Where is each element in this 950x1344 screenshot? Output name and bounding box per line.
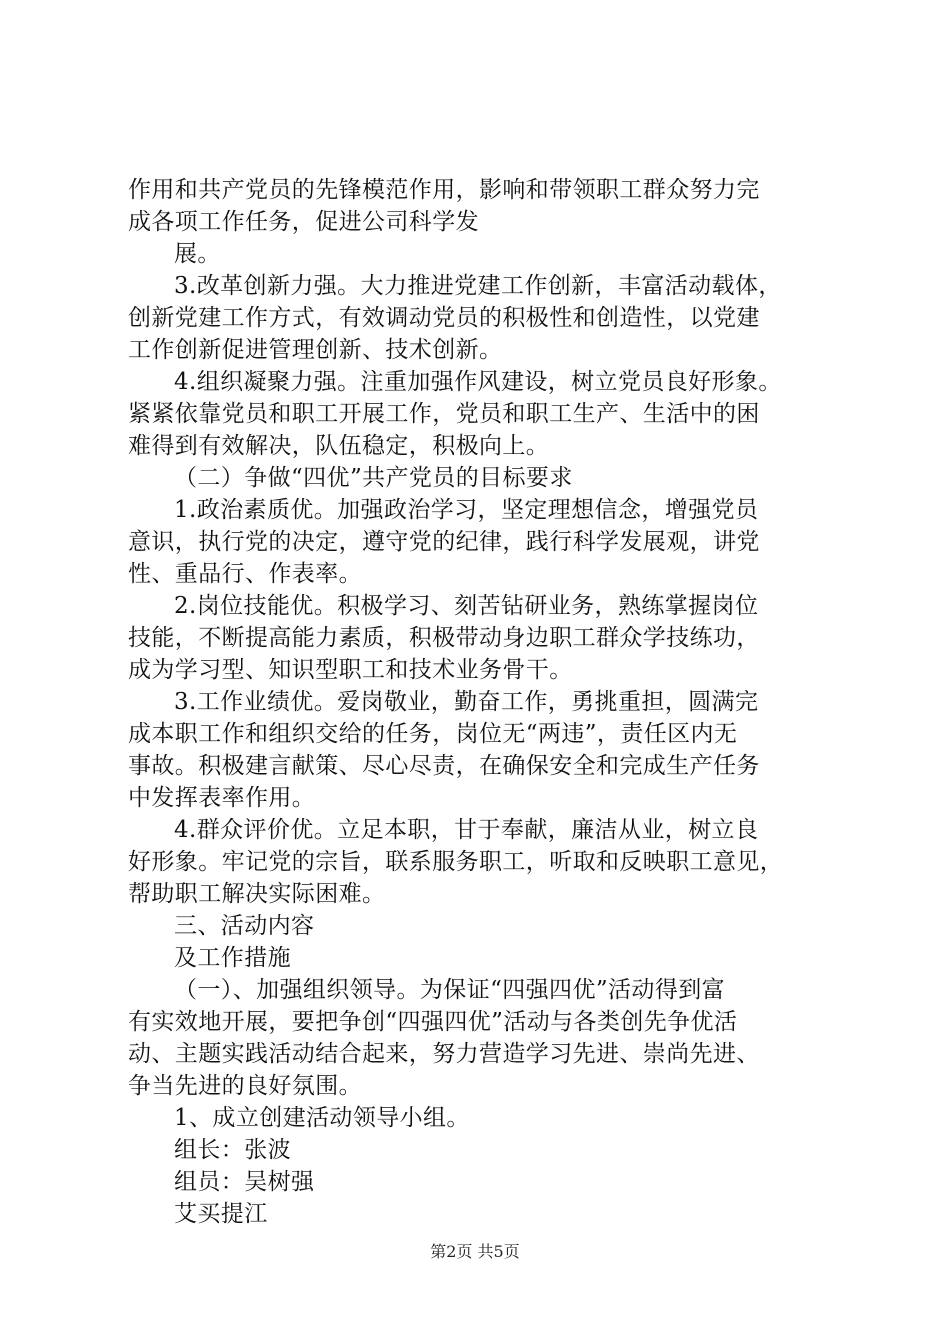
text-line: 中发挥表率作用。: [128, 785, 316, 811]
text-line: 3.工作业绩优。爱岗敬业，勤奋工作，勇挑重担，圆满完: [174, 689, 759, 715]
text-line: 工作创新促进管理创新、技术创新。: [128, 337, 503, 363]
text-line: 4.群众评价优。立足本职，甘于奉献，廉洁从业，树立良: [174, 817, 759, 843]
text-line: （一）、加强组织领导。为保证“四强四优”活动得到富: [174, 977, 726, 1003]
document-body: [128, 174, 838, 1230]
text-line: 组长：张波: [174, 1137, 291, 1163]
text-line: 事故。积极建言献策、尽心尽责，在确保安全和完成生产任务: [128, 753, 760, 779]
text-line: 2.岗位技能优。积极学习、刻苦钻研业务，熟练掌握岗位: [174, 593, 759, 619]
text-line: 创新党建工作方式，有效调动党员的积极性和创造性，以党建: [128, 305, 760, 331]
text-line: 展。: [174, 241, 221, 267]
text-line: 帮助职工解决实际困难。: [128, 881, 386, 907]
text-line: 动、主题实践活动结合起来，努力营造学习先进、崇尚先进、: [128, 1041, 760, 1067]
text-line: 争当先进的良好氛围。: [128, 1073, 362, 1099]
text-line: 4.组织凝聚力强。注重加强作风建设，树立党员良好形象。: [174, 369, 782, 395]
text-line: 1、成立创建活动领导小组。: [174, 1105, 470, 1131]
text-line: 有实效地开展，要把争创“四强四优”活动与各类创先争优活: [128, 1009, 738, 1035]
text-line: 艾买提江: [174, 1201, 268, 1227]
text-line: 1.政治素质优。加强政治学习，坚定理想信念，增强党员: [174, 497, 759, 523]
text-line: 难得到有效解决，队伍稳定，积极向上。: [128, 433, 550, 459]
text-line: 好形象。牢记党的宗旨，联系服务职工，听取和反映职工意见，: [128, 849, 784, 875]
text-line: 3.改革创新力强。大力推进党建工作创新，丰富活动载体，: [174, 273, 782, 299]
text-line: 三、活动内容: [174, 913, 315, 939]
text-line: （二）争做“四优”共产党员的目标要求: [174, 465, 573, 491]
text-line: 成为学习型、知识型职工和技术业务骨干。: [128, 657, 573, 683]
text-line: 作用和共产党员的先锋模范作用，影响和带领职工群众努力完: [128, 177, 760, 203]
text-line: 成各项工作任务，促进公司科学发: [128, 209, 479, 235]
text-line: 组员：吴树强: [174, 1169, 315, 1195]
text-line: 成本职工作和组织交给的任务，岗位无“两违”，责任区内无: [128, 721, 738, 747]
text-line: 意识，执行党的决定，遵守党的纪律，践行科学发展观，讲党: [128, 529, 760, 555]
page-footer: 第2页 共5页: [430, 1242, 520, 1261]
text-line: 性、重品行、作表率。: [128, 561, 362, 587]
text-line: 紧紧依靠党员和职工开展工作，党员和职工生产、生活中的困: [128, 401, 760, 427]
text-line: 技能，不断提高能力素质，积极带动身边职工群众学技练功，: [128, 625, 760, 651]
text-line: 及工作措施: [174, 945, 291, 971]
